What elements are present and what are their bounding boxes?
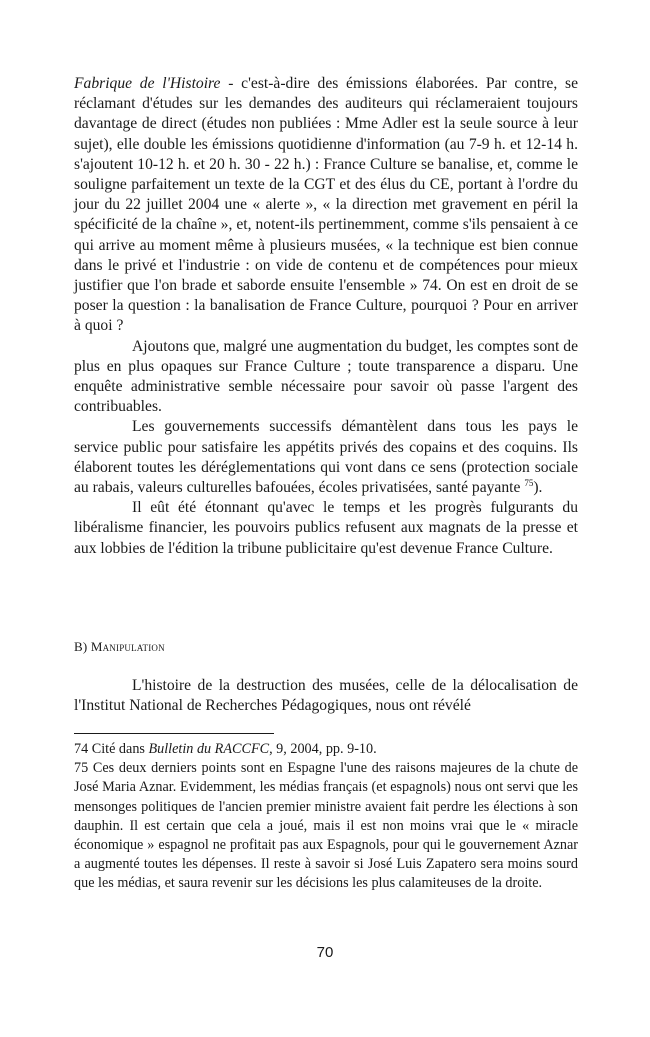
footnote-divider <box>74 733 274 734</box>
footnote-74 <box>74 740 578 759</box>
footnote-74-title: Bulletin du RACCFC <box>148 741 270 757</box>
paragraph-2: Ajoutons que, malgré une augmentation du budget, les comptes sont de plus en plus opaques sur France Culture ; toute transparence a disparu. Une enquête administrative semble nécessaire pour savoir où passe l'argent des contribuables. <box>74 337 578 416</box>
footnote-75: 75 Ces deux derniers points sont en Espagne l'une des raisons majeures de la chute de José Maria Aznar. Evidemment, les médias français (et espagnols) nous ont servi que les mensonges politiques de l'ancien premier ministre avaient fait perdre les élections à son dauphin. Il est certain que cela a joué, mais il est non moins vrai que le « miracle économique » espagnol ne profitait pas aux Espagnols, pour qui le gouvernement Aznar a augmenté toutes les dépenses. Il reste à savoir si José Luis Zapatero sera moins sourd que les médias, et saura revenir sur les décisions les plus calamiteuses de la droite. <box>74 760 578 892</box>
book-title-italic: Fabrique de l'Histoire <box>74 75 221 92</box>
section-text <box>74 676 578 716</box>
footnote-74-prefix: 74 Cité dans <box>74 741 149 757</box>
paragraph-3 <box>74 417 578 498</box>
paragraph-1 <box>74 74 578 337</box>
footnote-74-suffix: , 9, 2004, pp. 9-10. <box>269 741 377 757</box>
footnote-ref-75: 75 <box>524 478 534 489</box>
section-paragraph-1: L'histoire de la destruction des musées, celle de la délocalisation de l'Institut National de Recherches Pédagogiques, nous ont révélé <box>74 677 578 715</box>
paragraph-4: Il eût été étonnant qu'avec le temps et les progrès fulgurants du libéralisme financier, les pouvoirs publics refusent aux magnats de la presse et aux lobbies de l'édition la tribune publicitaire qu'est devenue France Culture. <box>74 499 578 557</box>
paragraph-3-end: ). <box>533 479 543 497</box>
page-number: 70 <box>316 944 334 961</box>
paragraph-3-text: Les gouvernements successifs démantèlent dans tous les pays le service public pour satisfaire les appétits privés des copains et des coquins. Ils élaborent toutes les déréglementations qui vont dans ce sens (protection sociale au rabais, valeurs culturelles bafouées, écoles privatisées, santé payante <box>74 418 578 497</box>
main-text <box>74 74 578 559</box>
paragraph-1-text: - c'est-à-dire des émissions élaborées. Par contre, se réclamant d'études sur les demandes des auditeurs qui réclameraient toujours davantage de direct (études non publiées : Mme Adler est la seule source à leur sujet), elle double les émissions quotidienne d'information (au 7-9 h. et 12-14 h. s'ajoutent 10-12 h. et 20 h. 30 - 22 h.) : France Culture se banalise, et, comme le souligne parfaitement un texte de la CGT et des élus du CE, portant à l'ordre du jour du 22 juillet 2004 une « alerte », « la direction met gravement en péril la spécificité de la chaîne », et, notent-ils pertinemment, comme s'ils pensaient à ce qui arrive au moment même à plusieurs musées, « la technique est bien connue dans le privé et l'industrie : on vide de contenu et de compétences pour mieux justifier que l'on brade et saborde ensuite l'ensemble » 74. On est en droit de se poser la question : la banalisation de France Culture, pourquoi ? Pour en arriver à quoi ? <box>74 75 578 335</box>
section-heading: B) Manipulation <box>74 639 165 654</box>
footnotes <box>74 740 578 894</box>
